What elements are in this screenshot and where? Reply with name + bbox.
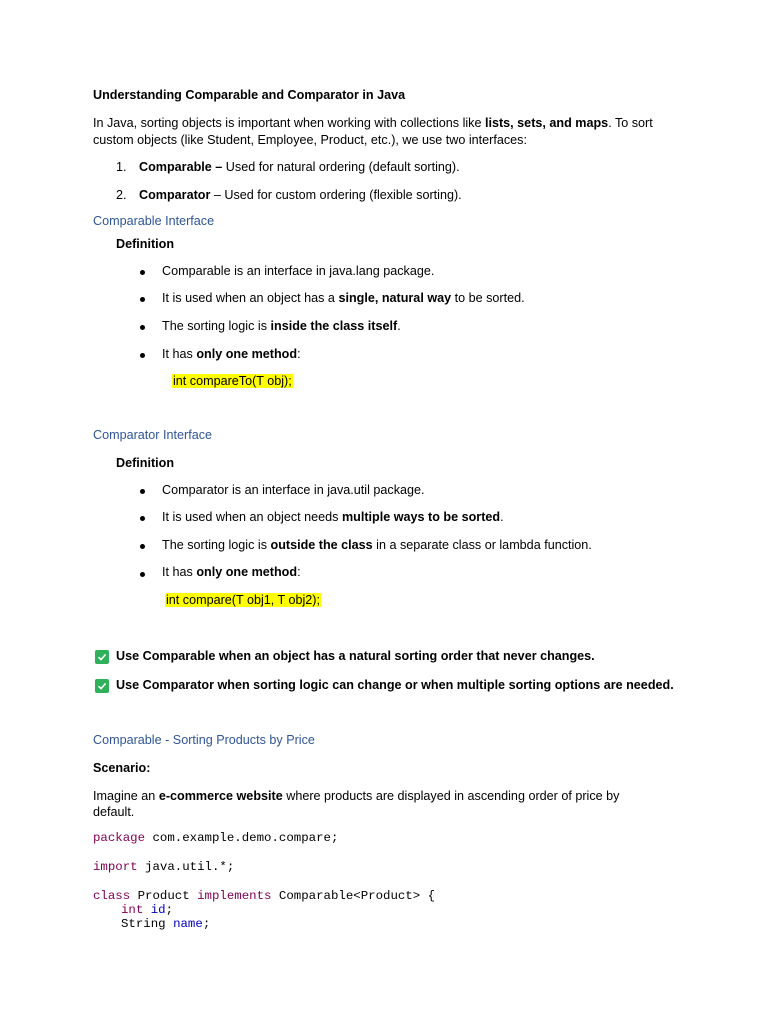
comparator-bullet-2: It is used when an object needs multiple ways to be sorted. [162,510,504,524]
code-import-line: import java.util.*; [93,860,235,874]
bullet-dot [140,325,145,330]
code-field-name-line: String name; [121,917,211,931]
comparator-heading: Comparator Interface [93,428,212,442]
comparable-bullet-1: Comparable is an interface in java.lang package. [162,264,435,278]
item-bold: Comparable – [139,160,223,174]
item-number: 2. [116,188,127,202]
example-heading: Comparable - Sorting Products by Price [93,733,315,747]
bullet-dot [140,270,145,275]
comparator-bullet-1: Comparator is an interface in java.util package. [162,483,425,497]
bullet-dot [140,544,145,549]
intro-text-end: . To sort [608,116,653,130]
document-title: Understanding Comparable and Comparator in Java [93,88,406,102]
scenario-line-1: Imagine an e-commerce website where products are displayed in ascending order of price by [93,789,620,803]
numbered-item-1 [116,160,460,174]
bullet-dot [140,297,145,302]
comparator-definition-label: Definition [116,456,175,470]
comparable-bullet-3: The sorting logic is inside the class itself. [162,319,401,333]
intro-line-1 [93,116,653,130]
intro-bold: lists, sets, and maps [484,116,609,130]
check-mark-icon [95,650,109,664]
numbered-item-2 [116,188,462,202]
check-mark-icon [95,679,109,693]
tip-comparable: Use Comparable when an object has a natural sorting order that never changes. [116,649,595,663]
item-text: Used for natural ordering (default sorting). [222,160,460,174]
code-package-line: package com.example.demo.compare; [93,831,339,845]
comparable-method-signature: int compareTo(T obj); [173,374,292,388]
comparator-method-signature: int compare(T obj1, T obj2); [166,593,321,607]
comparable-bullet-2: It is used when an object has a single, natural way to be sorted. [162,291,525,305]
item-text: – Used for custom ordering (flexible sorting). [210,188,462,202]
bullet-dot [140,353,145,358]
code-class-line: class Product implements Comparable<Product> { [93,889,436,903]
comparable-bullet-4: It has only one method: [162,347,301,361]
code-field-id-line: int id; [121,903,174,917]
scenario-line-2: default. [93,805,135,819]
tip-comparator: Use Comparator when sorting logic can change or when multiple sorting options are needed. [116,678,674,692]
item-number: 1. [116,160,127,174]
comparator-bullet-4: It has only one method: [162,565,301,579]
intro-line-2: custom objects (like Student, Employee, Product, etc.), we use two interfaces: [93,133,527,147]
bullet-dot [140,489,145,494]
bullet-dot [140,572,145,577]
scenario-label: Scenario: [93,761,151,775]
intro-text: In Java, sorting objects is important when working with collections like [93,116,485,130]
comparable-heading: Comparable Interface [93,214,215,228]
bullet-dot [140,516,145,521]
comparable-definition-label: Definition [116,237,175,251]
item-bold: Comparator [139,188,211,202]
comparator-bullet-3: The sorting logic is outside the class in a separate class or lambda function. [162,538,592,552]
